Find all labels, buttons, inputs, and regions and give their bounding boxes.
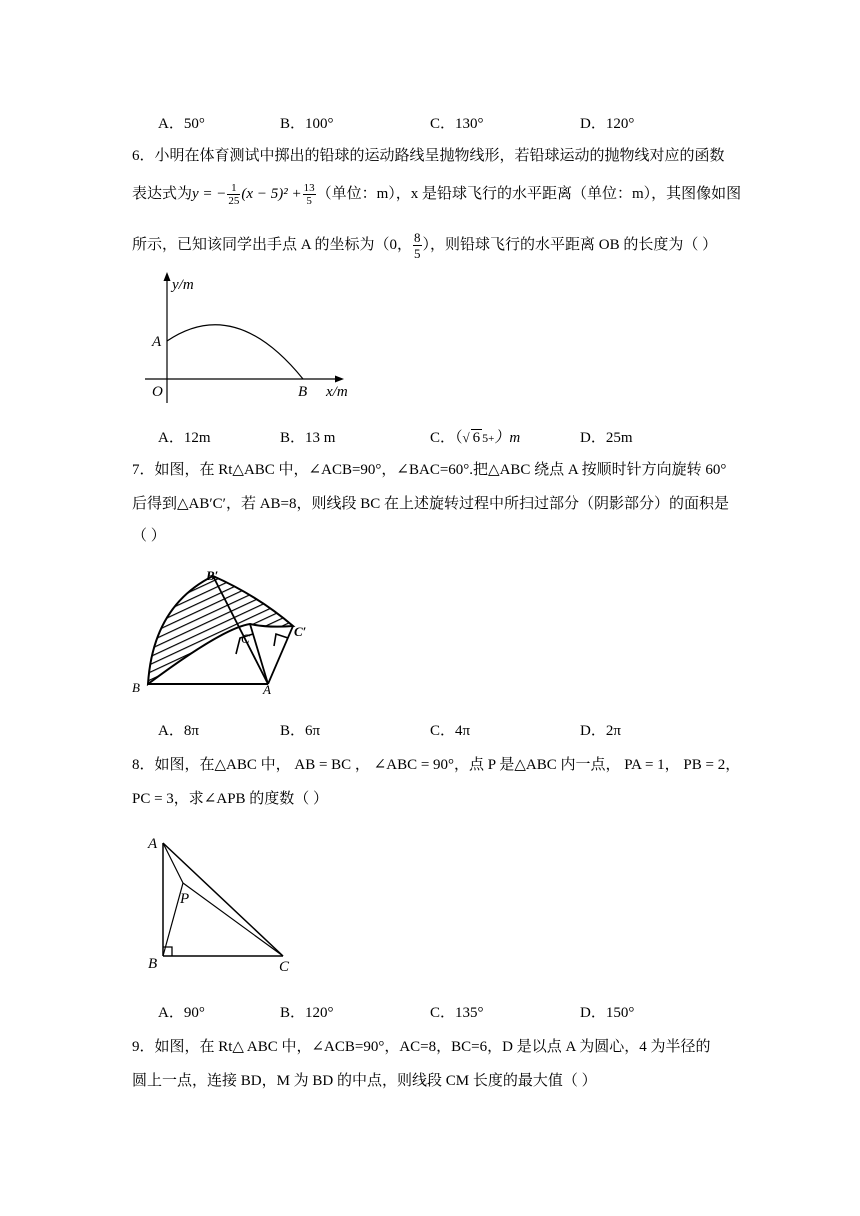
q6-x-arrow-icon	[335, 376, 344, 383]
q7-label-a: A	[263, 682, 271, 697]
q8-label-b: B	[148, 956, 158, 972]
q7-text-line3: （ ）	[132, 528, 166, 544]
q8-option-d[interactable]: D．150°	[580, 1005, 635, 1021]
q9-text-line1: 9．如图，在 Rt△ ABC 中，∠ACB=90°，AC=8，BC=6，D 是以点 A 为圆心，4 为半径的	[132, 1039, 711, 1055]
q5-options	[158, 112, 758, 132]
q7-option-c[interactable]: C．4π	[430, 723, 471, 739]
q6-text-line1: 6．小明在体育测试中掷出的铅球的运动路线呈抛物线形，若铅球运动的抛物线对应的函数	[132, 148, 725, 164]
q5-option-c[interactable]: C．130°	[430, 116, 484, 132]
q7-options	[158, 719, 758, 739]
q6-option-b[interactable]: B．13 m	[280, 430, 336, 446]
q5-option-d[interactable]: D．120°	[580, 116, 635, 132]
q6-x-label: x/m	[326, 384, 348, 400]
q6-option-a[interactable]: A．12m	[158, 430, 211, 446]
q6-formula-mid: (x − 5)² +	[241, 186, 302, 202]
q8-label-c: C	[279, 959, 290, 975]
q8-options	[158, 1001, 758, 1021]
q6-frac-1-25: $\frac{1}{25}$	[228, 182, 240, 208]
q8-triangle-figure	[140, 828, 310, 978]
q6-option-d[interactable]: D．25m	[580, 430, 633, 446]
q6-frac-13-5: $\frac{13}{5}$	[303, 182, 315, 208]
q8-segment-pc	[183, 883, 283, 956]
q6-label-b: B	[298, 384, 308, 400]
q6-line2-suffix: （单位：m），x 是铅球飞行的水平距离（单位：m），其图像如图	[316, 186, 742, 202]
q7-option-d[interactable]: D．2π	[580, 723, 621, 739]
q7-label-c-prime: C′	[294, 624, 307, 639]
q6-option-c[interactable]: C．（√ 6 5+）m	[430, 430, 521, 446]
q6-text-line3	[132, 230, 717, 261]
q7-text-line2: 后得到△AB′C′，若 AB=8，则线段 BC 在上述旋转过程中所扫过部分（阴影部分）的面积是	[132, 496, 730, 512]
q6-formula-pre: y = −	[192, 186, 227, 202]
q8-label-a: A	[148, 836, 158, 852]
q6-parabola-curve	[167, 325, 303, 379]
q7-label-b-prime: B′	[206, 568, 219, 583]
q8-label-p: P	[180, 891, 190, 907]
q6-frac-8-5: $\frac{8}{5}$	[414, 230, 421, 262]
q7-option-b[interactable]: B．6π	[280, 723, 321, 739]
q7-rotation-figure	[128, 566, 318, 698]
q6-parabola-figure	[140, 268, 370, 408]
q6-line3-suffix: ），则铅球飞行的水平距离 OB 的长度为（ ）	[422, 237, 718, 253]
q6-line2-prefix: 表达式为	[132, 186, 193, 202]
q6-y-arrow-icon	[164, 272, 171, 281]
q7-label-c: C	[241, 631, 250, 646]
q8-option-a[interactable]: A．90°	[158, 1005, 205, 1021]
q8-segment-pa	[163, 843, 183, 883]
q6-label-o: O	[152, 384, 163, 400]
q7-option-a[interactable]: A．8π	[158, 723, 199, 739]
q7-text-line1: 7．如图，在 Rt△ABC 中，∠ACB=90°，∠BAC=60°.把△ABC 绕点 A 按顺时针方向旋转 60°	[132, 462, 727, 478]
q7-label-b: B	[132, 680, 140, 695]
q8-option-b[interactable]: B．120°	[280, 1005, 334, 1021]
q6-line3-prefix: 所示，已知该同学出手点 A 的坐标为（0，	[132, 237, 413, 253]
q8-option-c[interactable]: C．135°	[430, 1005, 484, 1021]
q8-text-line2: PC = 3，求∠APB 的度数（ ）	[132, 791, 329, 807]
q6-options	[158, 426, 758, 446]
q6-label-a: A	[152, 334, 162, 350]
q6-text-line2	[132, 180, 741, 208]
q6-y-label: y/m	[172, 277, 194, 293]
q8-text-line1: 8．如图，在△ABC 中， AB = BC ， ∠ABC = 90°，点 P 是△ABC 内一点， PA = 1， PB = 2，	[132, 757, 741, 773]
q9-text-line2: 圆上一点，连接 BD，M 为 BD 的中点，则线段 CM 长度的最大值（ ）	[132, 1073, 597, 1089]
q5-option-a[interactable]: A．50°	[158, 116, 205, 132]
q5-option-b[interactable]: B．100°	[280, 116, 334, 132]
